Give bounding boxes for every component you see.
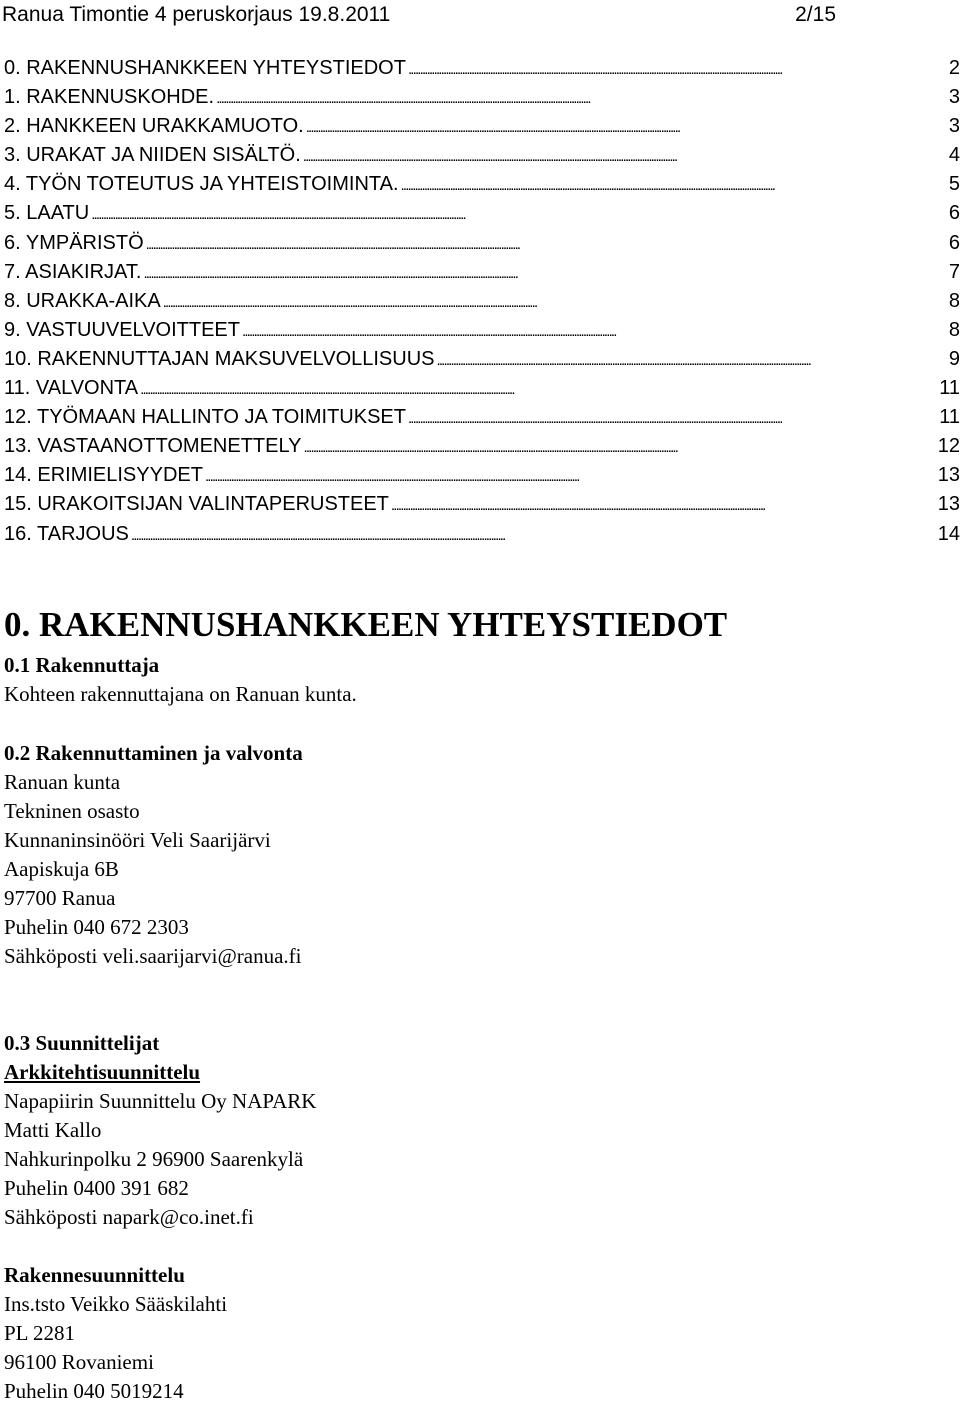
toc-dot-leader [146, 230, 945, 258]
section-0-1-text: Kohteen rakennuttajana on Ranuan kunta. [4, 682, 357, 706]
contact-line: PL 2281 [4, 1321, 75, 1345]
toc-entry[interactable] [4, 316, 960, 345]
toc-dot-leader [401, 171, 945, 199]
toc-dot-leader [306, 113, 945, 141]
toc-dot-leader [391, 491, 934, 519]
toc-entry[interactable] [4, 54, 960, 83]
toc-dot-leader [131, 521, 934, 549]
contact-line: Kunnaninsinööri Veli Saarijärvi [4, 828, 271, 852]
toc-entry-label: 16. TARJOUS [4, 522, 129, 545]
contact-line: Tekninen osasto [4, 799, 140, 823]
architecture-design-heading: Arkkitehtisuunnittelu [4, 1060, 201, 1084]
toc-entry-label: 0. RAKENNUSHANKKEEN YHTEYSTIEDOT [4, 57, 406, 79]
contact-line: Ranuan kunta [4, 770, 121, 794]
toc-entry-label: 8. URAKKA-AIKA [4, 289, 161, 312]
contact-email: Sähköposti napark@co.inet.fi [4, 1205, 254, 1229]
contact-line: Napapiirin Suunnittelu Oy NAPARK [4, 1089, 317, 1113]
toc-entry-label: 13. VASTAANOTTOMENETTELY [4, 435, 302, 458]
toc-entry[interactable] [4, 374, 960, 403]
toc-entry[interactable] [4, 403, 960, 432]
toc-entry-page: 2 [948, 57, 960, 79]
toc-entry[interactable] [4, 229, 960, 258]
toc-entry[interactable] [4, 490, 960, 519]
toc-entry[interactable] [4, 141, 960, 170]
toc-entry[interactable] [4, 83, 960, 112]
contact-line: Matti Kallo [4, 1118, 102, 1142]
toc-entry-page: 13 [937, 464, 960, 487]
toc-entry-page: 3 [948, 115, 960, 138]
section-0-heading: 0. RAKENNUSHANKKEEN YHTEYSTIEDOT [4, 605, 728, 644]
toc-entry[interactable] [4, 287, 960, 316]
toc-entry-label: 7. ASIAKIRJAT. [4, 260, 142, 283]
toc-entry-label: 10. RAKENNUTTAJAN MAKSUVELVOLLISUUS [4, 347, 435, 370]
toc-dot-leader [303, 142, 945, 170]
toc-entry-page: 8 [948, 289, 960, 312]
toc-entry-page: 9 [948, 347, 960, 370]
toc-entry-page: 7 [948, 260, 960, 283]
toc-entry-page: 12 [937, 435, 960, 458]
toc-entry[interactable] [4, 520, 960, 549]
toc-entry-label: 6. YMPÄRISTÖ [4, 231, 144, 254]
toc-entry[interactable] [4, 345, 960, 374]
toc-entry-label: 14. ERIMIELISYYDET [4, 464, 203, 487]
toc-entry-page: 5 [948, 173, 960, 196]
page-header [2, 3, 836, 27]
toc-dot-leader [140, 375, 935, 403]
toc-dot-leader [408, 55, 945, 83]
toc-entry-page: 14 [937, 522, 960, 545]
toc-entry-label: 4. TYÖN TOTEUTUS JA YHTEISTOIMINTA. [4, 173, 399, 196]
section-0-3-heading: 0.3 Suunnittelijat [4, 1031, 160, 1055]
contact-line: Puhelin 040 5019214 [4, 1379, 184, 1403]
header-page-number: 2/15 [795, 3, 836, 26]
toc-dot-leader [143, 259, 944, 287]
header-title: Ranua Timontie 4 peruskorjaus 19.8.2011 [2, 3, 391, 26]
toc-dot-leader [91, 200, 945, 228]
toc-entry-page: 6 [948, 202, 960, 225]
structural-design [4, 1261, 227, 1406]
section-0-1-heading: 0.1 Rakennuttaja [4, 653, 160, 677]
section-0-2 [4, 739, 303, 971]
toc-dot-leader [205, 462, 934, 490]
toc-entry-page: 13 [937, 493, 960, 516]
toc-entry-label: 15. URAKOITSIJAN VALINTAPERUSTEET [4, 493, 389, 516]
contact-line: Aapiskuja 6B [4, 857, 119, 881]
structural-design-heading: Rakennesuunnittelu [4, 1263, 185, 1287]
contact-line: Puhelin 0400 391 682 [4, 1176, 189, 1200]
contact-email: Sähköposti veli.saarijarvi@ranua.fi [4, 944, 302, 968]
toc-entry-label: 2. HANKKEEN URAKKAMUOTO. [4, 115, 304, 138]
toc-entry[interactable] [4, 112, 960, 141]
toc-entry-page: 3 [948, 86, 960, 109]
toc-dot-leader [216, 84, 945, 112]
toc-entry-page: 11 [939, 406, 960, 429]
contact-line: 96100 Rovaniemi [4, 1350, 154, 1374]
section-0-1 [4, 651, 357, 709]
toc-entry-label: 12. TYÖMAAN HALLINTO JA TOIMITUKSET [4, 406, 406, 429]
contact-line: Ins.tsto Veikko Sääskilahti [4, 1292, 228, 1316]
toc-dot-leader [303, 433, 933, 461]
toc-entry[interactable] [4, 258, 960, 287]
table-of-contents [4, 54, 960, 549]
toc-entry-label: 9. VASTUUVELVOITTEET [4, 318, 240, 341]
toc-dot-leader [437, 346, 945, 374]
toc-entry[interactable] [4, 170, 960, 199]
toc-entry-page: 11 [939, 377, 960, 400]
toc-entry[interactable] [4, 461, 960, 490]
toc-entry-page: 6 [948, 231, 960, 254]
toc-entry-label: 5. LAATU [4, 202, 90, 225]
contact-line: Nahkurinpolku 2 96900 Saarenkylä [4, 1147, 304, 1171]
contact-line: 97700 Ranua [4, 886, 116, 910]
toc-entry-label: 3. URAKAT JA NIIDEN SISÄLTÖ. [4, 144, 301, 167]
toc-entry-page: 4 [948, 144, 960, 167]
section-0-2-heading: 0.2 Rakennuttaminen ja valvonta [4, 741, 303, 765]
toc-entry[interactable] [4, 199, 960, 228]
contact-line: Puhelin 040 672 2303 [4, 915, 189, 939]
toc-entry-page: 8 [948, 318, 960, 341]
toc-dot-leader [163, 288, 945, 316]
toc-entry-label: 1. RAKENNUSKOHDE. [4, 86, 215, 109]
toc-dot-leader [242, 317, 945, 345]
toc-entry[interactable] [4, 432, 960, 461]
section-0-3 [4, 1029, 316, 1232]
toc-entry-label: 11. VALVONTA [4, 377, 139, 400]
toc-dot-leader [408, 404, 935, 432]
